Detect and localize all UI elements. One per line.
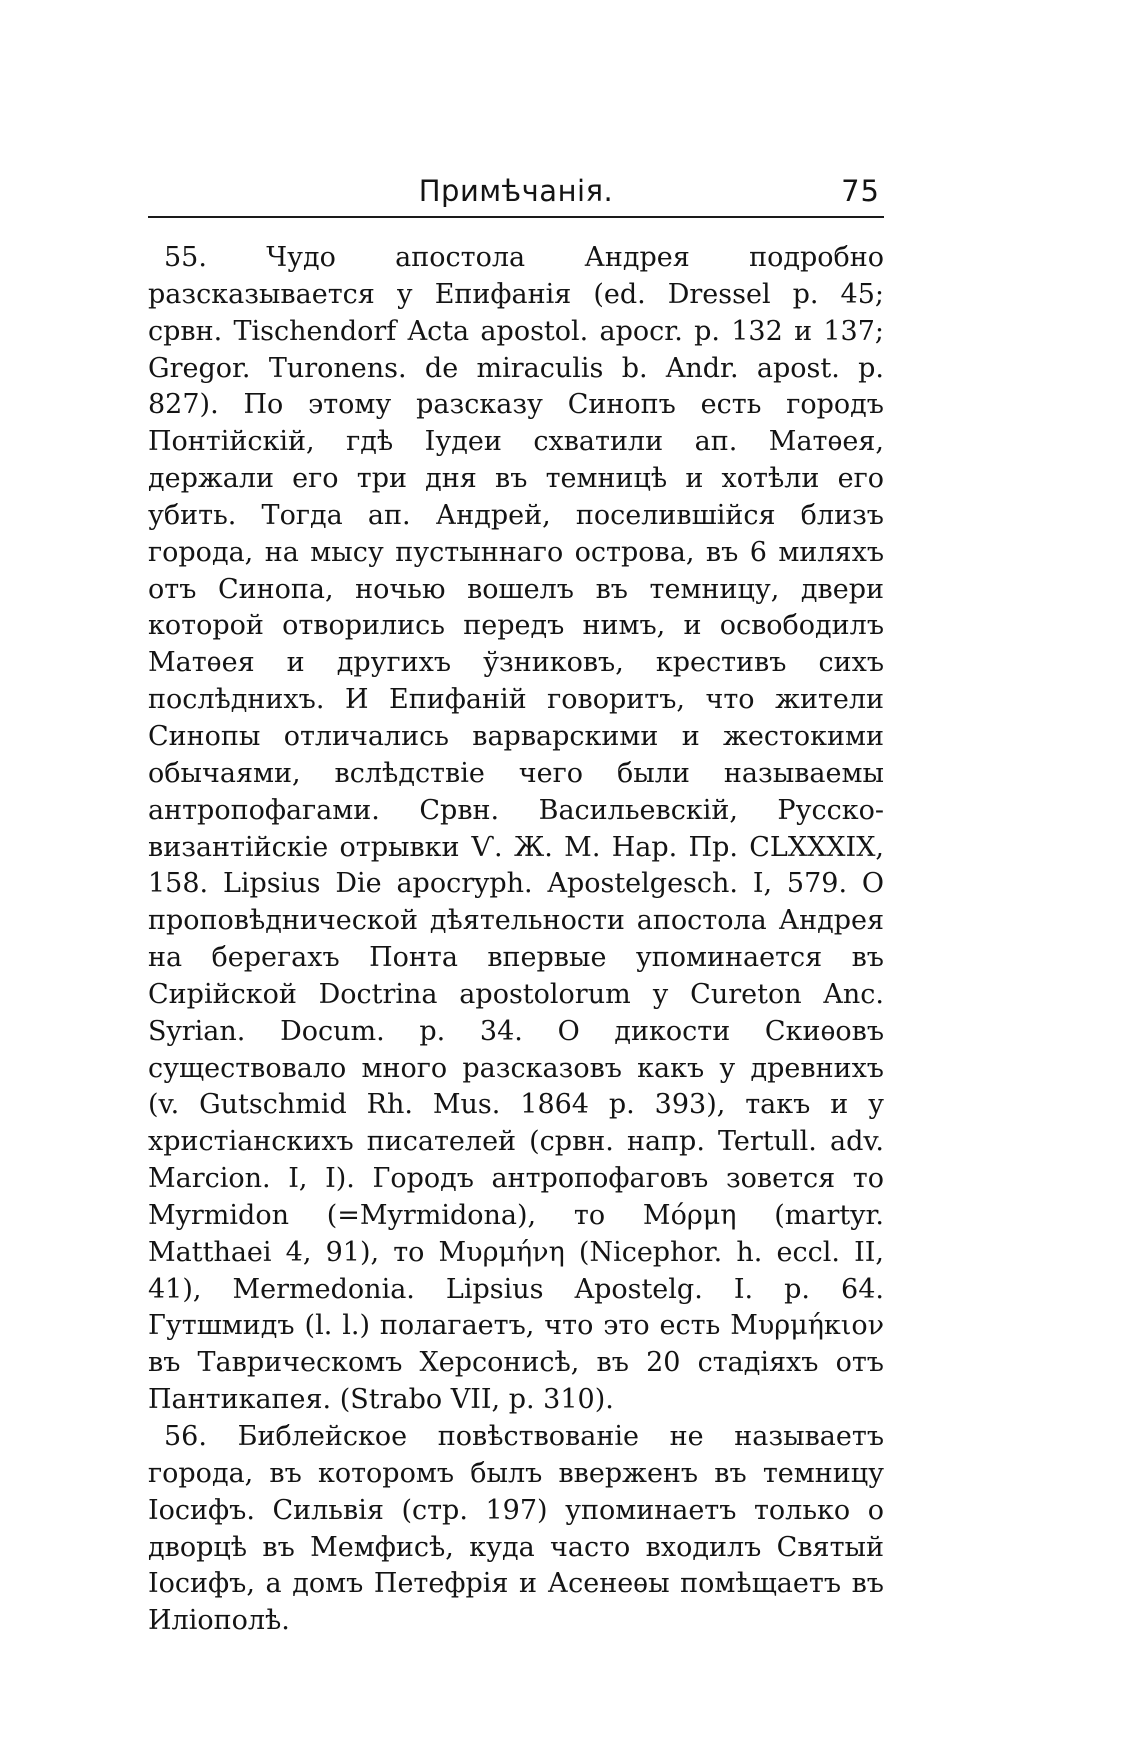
- notes-body: [148, 240, 884, 1640]
- book-page: [148, 168, 884, 1640]
- note-56: 56. Библейское повѣствованіе не называетъ города, въ которомъ былъ вверженъ въ темницу Іосифъ. Сильвія (стр. 197) упоминаетъ только о дворцѣ въ Мемфисѣ, куда часто входилъ Святый Іосифъ, а домъ Петефрія и Асенеѳы помѣщаетъ въ Иліополѣ.: [148, 1421, 884, 1637]
- note-55: 55. Чудо апостола Андрея подробно разсказывается у Епифанія (ed. Dressel p. 45; срвн. Tischendorf Acta apostol. apocr. p. 132 и 137; Gregor. Turonens. de miraculis b. Andr. apost. p. 827). По этому разсказу Синопъ есть городъ Понтійскій, гдѣ Іудеи схватили ап. Матѳея, держали его три дня въ темницѣ и хотѣли его убить. Тогда ап. Андрей, поселившійся близъ города, на мысу пустыннаго острова, въ 6 миляхъ отъ Синопа, ночью вошелъ въ темницу, двери которой отворились передъ нимъ, и освободилъ Матѳея и другихъ ўзниковъ, крестивъ сихъ послѣднихъ. И Епифаній говоритъ, что жители Синопы отличались варварскими и жестокими обычаями, вслѣдствіе чего были называемы антропофагами. Срвн. Васильевскій, Русско-византійскіе отрывки Ѵ. Ж. М. Нар. Пр. CLXXXIX, 158. Lipsius Die apocryph. Apostelgesch. I, 579. О проповѣднической дѣятельности апостола Андрея на берегахъ Понта впервые упоминается въ Сирійской Doctrina apostolorum у Cureton Anc. Syrian. Docum. p. 34. О дикости Скиѳовъ существовало много разсказовъ какъ у древнихъ (v. Gutschmid Rh. Mus. 1864 p. 393), такъ и у христіанскихъ писателей (срвн. напр. Tertull. adv. Marcion. I, I). Городъ антропофаговъ зовется то Myrmidon (=Myrmidona), то Μόρμη (martyr. Matthaei 4, 91), то Μυρμήνη (Nicephor. h. eccl. II, 41), Mermedonia. Lipsius Apostelg. I. p. 64. Гутшмидъ (l. l.) полагаетъ, что это есть Μυρμήκιον въ Таврическомъ Херсонисѣ, въ 20 стадіяхъ отъ Пантикапея. (Strabo VII, p. 310).: [148, 242, 884, 1416]
- running-head-title: Примѣчанія.: [418, 174, 614, 208]
- running-head: [148, 168, 884, 218]
- page-number: 75: [841, 174, 880, 208]
